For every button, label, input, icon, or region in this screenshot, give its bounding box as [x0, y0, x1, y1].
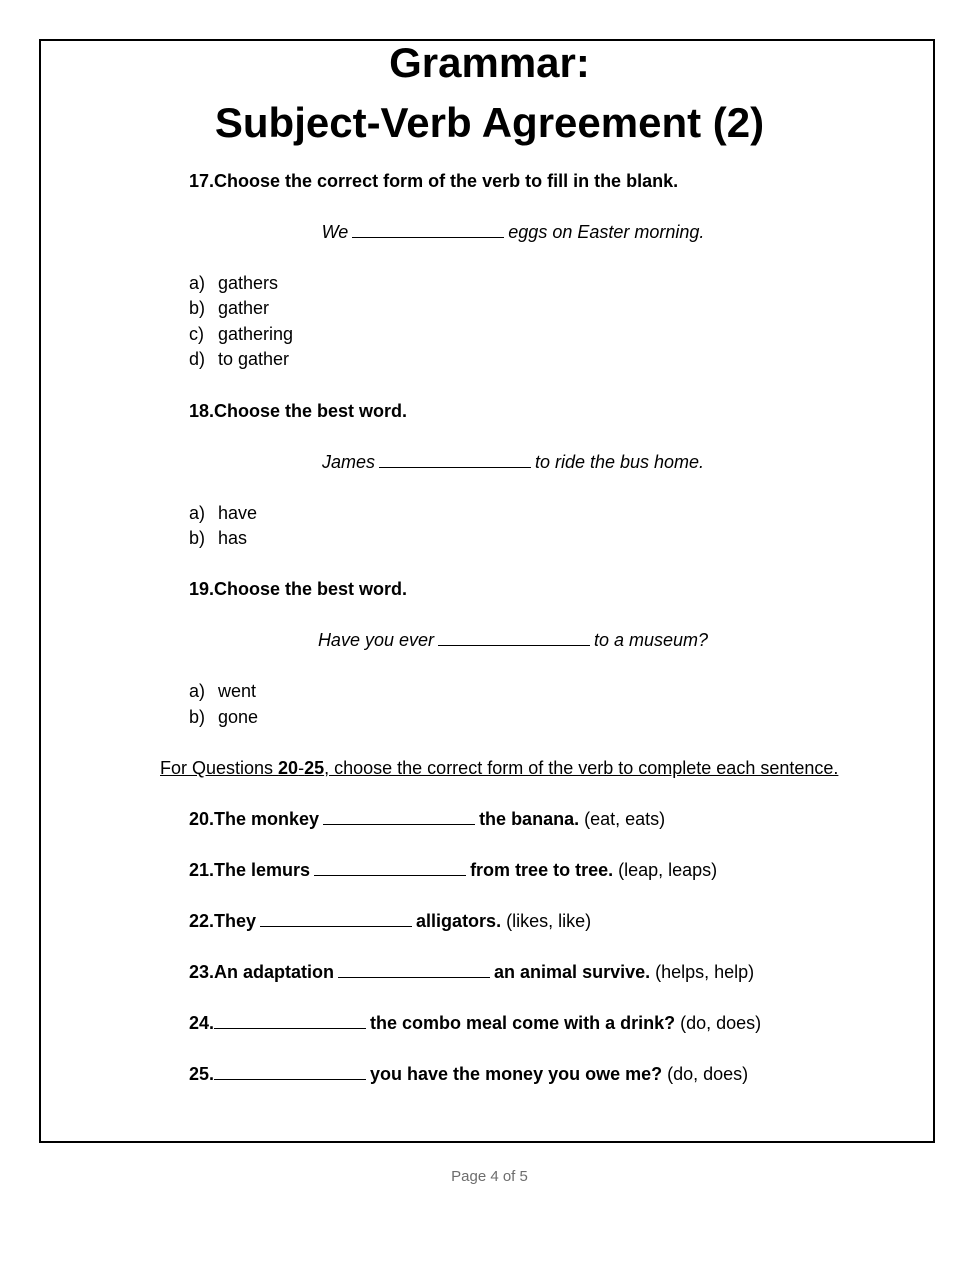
- question-24: 24. the combo meal come with a drink? (do, does): [189, 1013, 762, 1033]
- question-18-sentence: [0, 450, 979, 474]
- sentence-start: We: [321, 222, 349, 242]
- page-subtitle: Subject-Verb Agreement (2): [214, 99, 765, 146]
- answer-blank: [338, 963, 490, 978]
- answer-blank: [314, 861, 466, 876]
- option: b) gone: [189, 707, 259, 727]
- question-text: Choose the best word.: [214, 579, 408, 599]
- option: c) gathering: [189, 324, 294, 344]
- question-17-prompt: [189, 169, 678, 193]
- sentence-end: to ride the bus home.: [534, 452, 705, 472]
- question-19-prompt: [189, 577, 407, 601]
- option: d) to gather: [189, 349, 290, 369]
- answer-blank: [214, 1065, 366, 1080]
- answer-blank: [438, 631, 590, 646]
- answer-blank: [352, 223, 504, 238]
- page-title: Grammar:: [389, 39, 590, 86]
- instructions: For Questions 20-25, choose the correct form of the verb to complete each sentence.: [160, 758, 839, 778]
- answer-blank: [214, 1014, 366, 1029]
- sentence-end: to a museum?: [594, 630, 709, 650]
- question-number: 19.: [189, 579, 215, 599]
- sentence-end: eggs on Easter morning.: [508, 222, 705, 242]
- question-20: 20.The monkey the banana. (eat, eats): [189, 809, 666, 829]
- option: a) gathers: [189, 273, 279, 293]
- answer-blank: [379, 453, 531, 468]
- question-text: Choose the best word.: [214, 401, 408, 421]
- option: a) have: [189, 503, 258, 523]
- page-number: Page 4 of 5: [451, 1168, 528, 1185]
- option: b) has: [189, 528, 248, 548]
- question-21: 21.The lemurs from tree to tree. (leap, leaps): [189, 860, 718, 880]
- option: a) went: [189, 681, 257, 701]
- question-17-sentence: [0, 220, 979, 244]
- question-text: Choose the correct form of the verb to fill in the blank.: [214, 171, 679, 191]
- answer-blank: [323, 810, 475, 825]
- question-25: 25. you have the money you owe me? (do, does): [189, 1064, 749, 1084]
- answer-blank: [260, 912, 412, 927]
- sentence-start: Have you ever: [317, 630, 434, 650]
- question-19-sentence: [0, 628, 979, 652]
- question-22: 22.They alligators. (likes, like): [189, 911, 592, 931]
- question-number: 18.: [189, 401, 215, 421]
- question-23: 23.An adaptation an animal survive. (helps, help): [189, 962, 755, 982]
- question-number: 17.: [189, 171, 215, 191]
- option: b) gather: [189, 298, 270, 318]
- sentence-start: James: [321, 452, 375, 472]
- question-18-prompt: [189, 399, 407, 423]
